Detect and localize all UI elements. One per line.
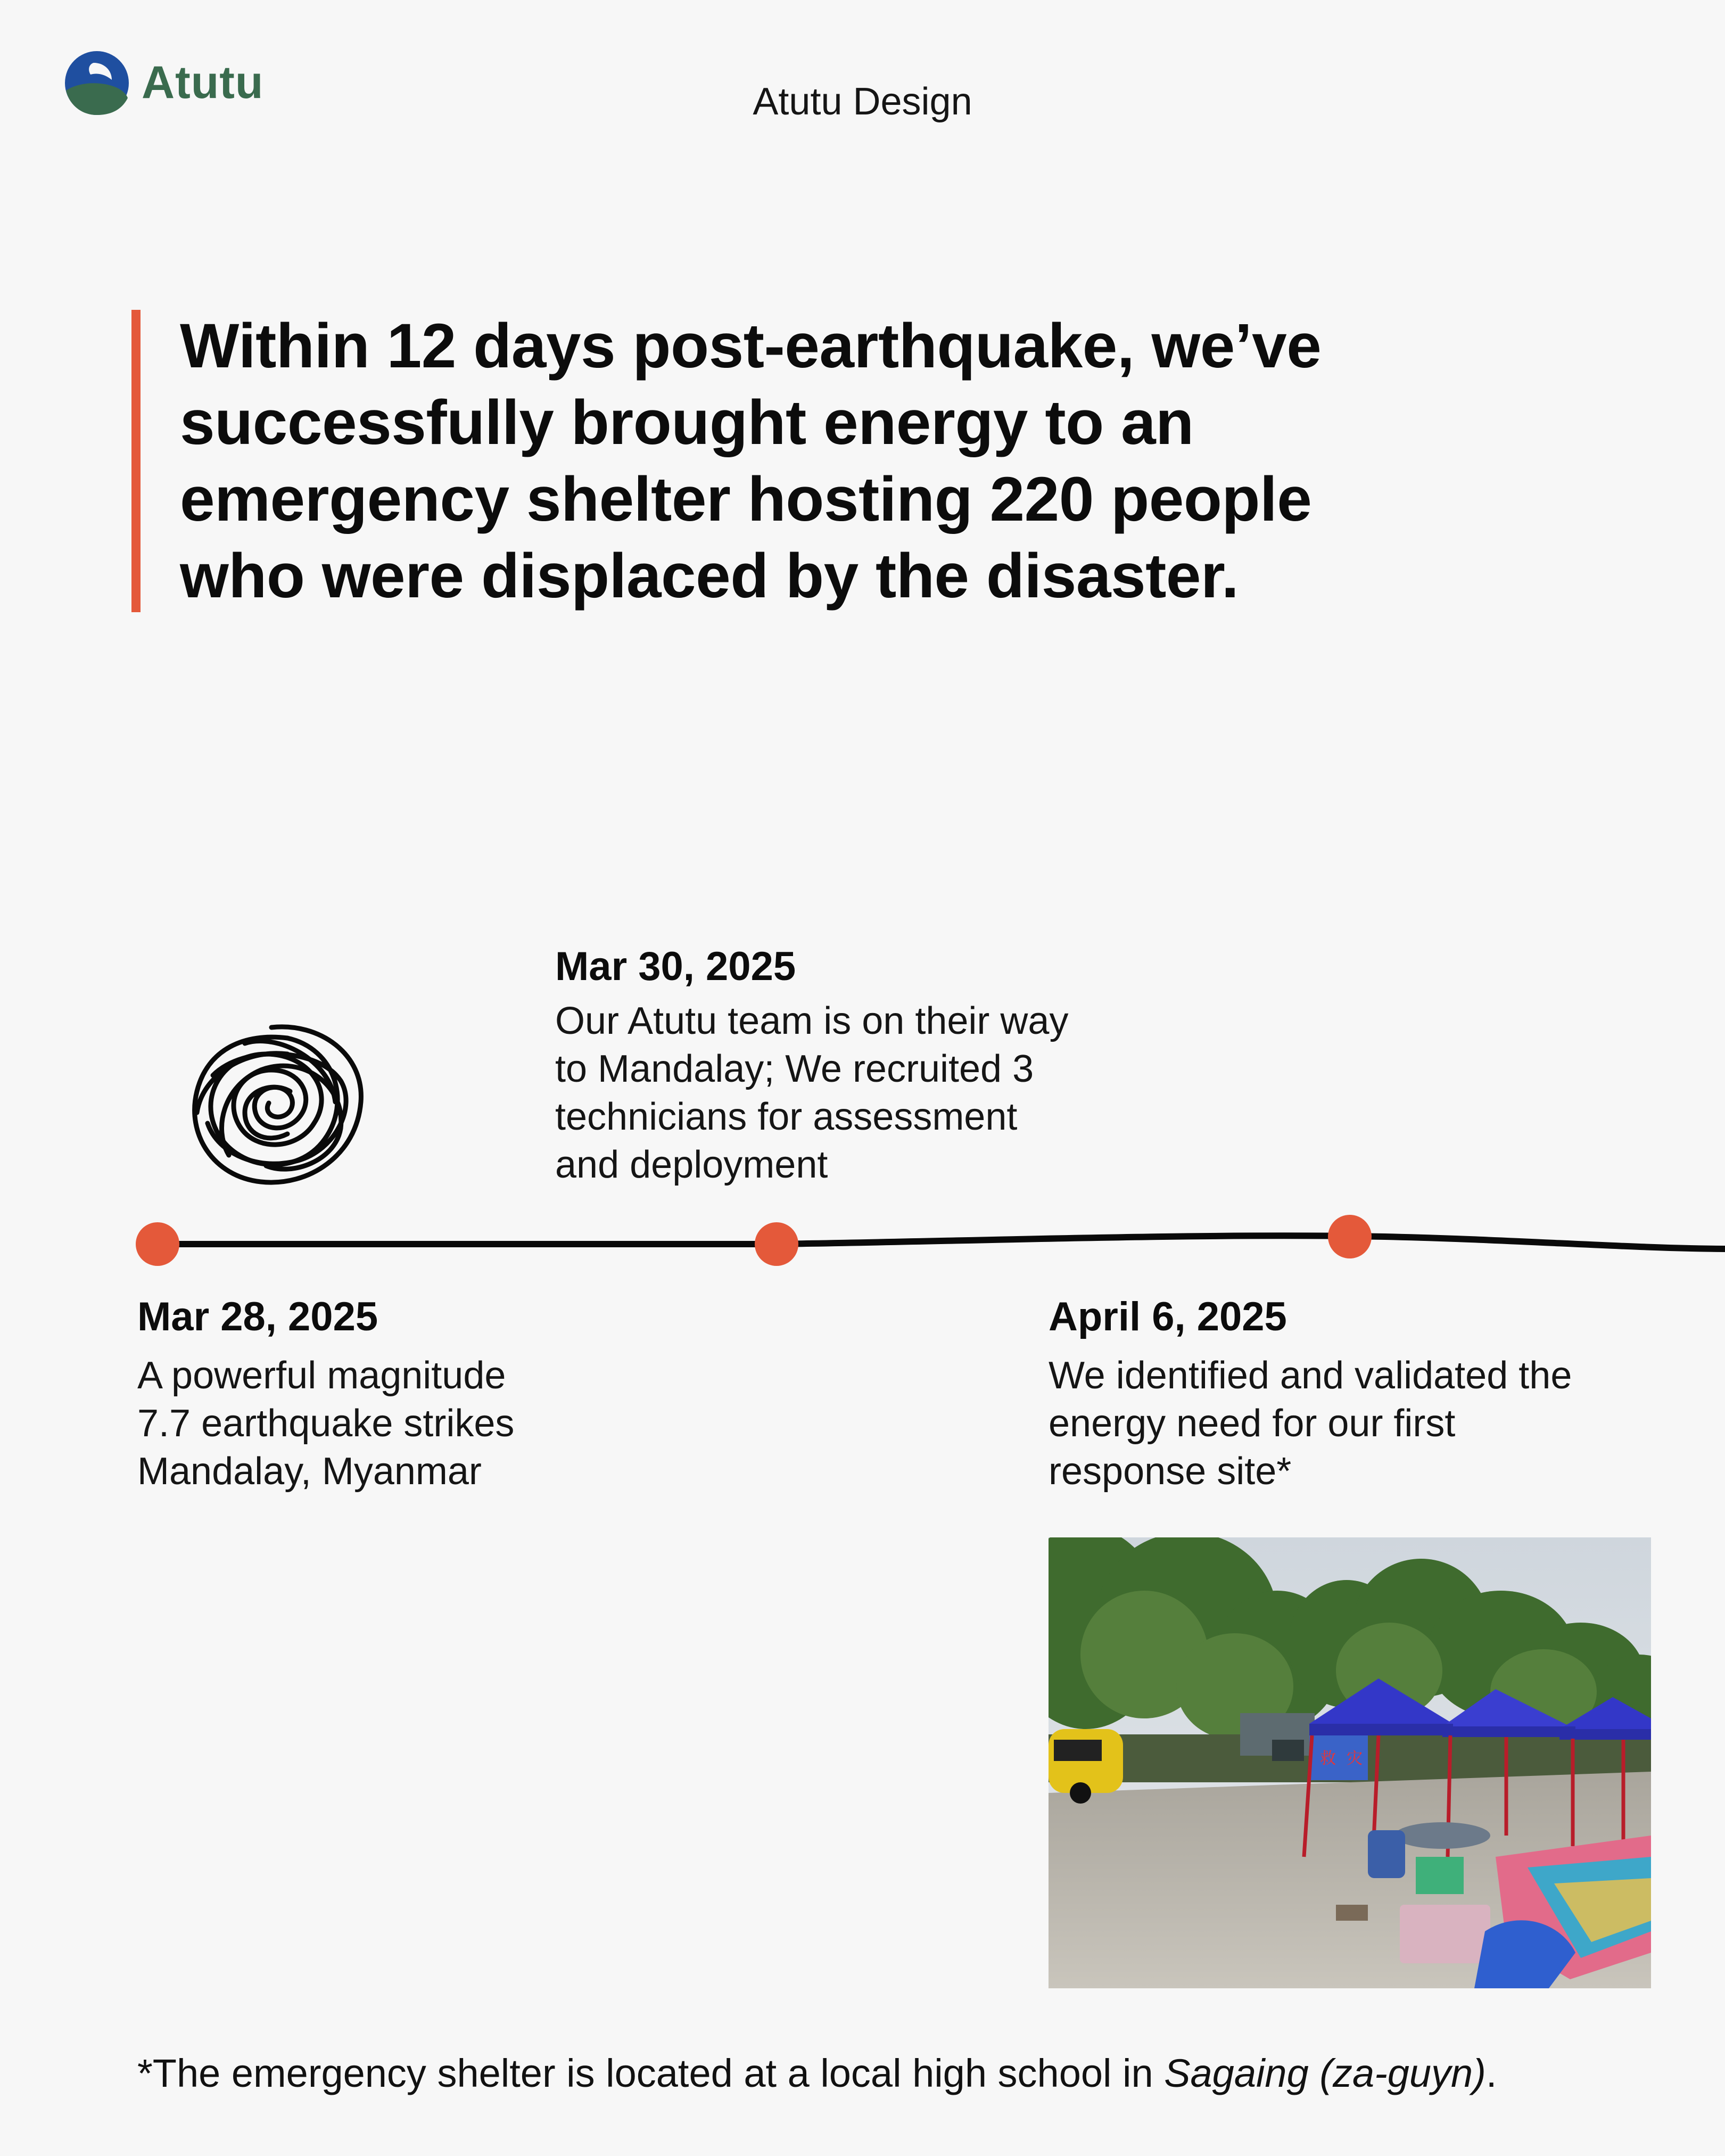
event-description: [555, 997, 1194, 1189]
timeline-dot-mar-30: [755, 1222, 798, 1266]
tent-sign-text: 灾: [1347, 1749, 1363, 1768]
event-description: [1049, 1352, 1687, 1495]
event-description-line: Mandalay, Myanmar: [137, 1450, 482, 1493]
event-description: [137, 1352, 670, 1495]
timeline-event: [1049, 1294, 1687, 1495]
event-description-line: A powerful magnitude: [137, 1354, 506, 1397]
headline-line: who were displaced by the disaster.: [180, 541, 1239, 611]
event-description-line: and deployment: [555, 1143, 828, 1186]
timeline-event: [137, 1294, 670, 1495]
shelter-site-illustration: [1049, 1537, 1651, 1988]
footnote-location: Sagaing (za-guyn): [1164, 2051, 1486, 2095]
event-description-line: technicians for assessment: [555, 1096, 1018, 1138]
event-description-line: 7.7 earthquake strikes: [137, 1402, 515, 1445]
timeline-line: [0, 1198, 1725, 1262]
headline-accent-bar: [131, 310, 141, 612]
footnote-end: .: [1485, 2051, 1497, 2095]
event-description-line: energy need for our first: [1049, 1402, 1456, 1445]
timeline-dot-mar-28: [136, 1222, 179, 1266]
headline-line: successfully brought energy to an: [180, 388, 1194, 458]
event-description-line: response site*: [1049, 1450, 1292, 1493]
event-description-line: Our Atutu team is on their way: [555, 1000, 1069, 1042]
footnote: [137, 2051, 1681, 2096]
shelter-site-photo: [1049, 1537, 1651, 1988]
headline-line: Within 12 days post-earthquake, we’ve: [180, 311, 1322, 381]
event-description-line: to Mandalay; We recruited 3: [555, 1048, 1034, 1090]
timeline-dot-apr-6: [1328, 1215, 1372, 1258]
tent-sign-text: 救: [1320, 1749, 1336, 1768]
event-date: Mar 28, 2025: [137, 1294, 378, 1339]
headline-line: emergency shelter hosting 220 people: [180, 464, 1312, 534]
event-description-line: We identified and validated the: [1049, 1354, 1572, 1397]
footnote-text: *The emergency shelter is located at a local high school in: [137, 2051, 1165, 2095]
page-header-title: Atutu Design: [753, 80, 972, 123]
scribble-icon: [181, 1011, 373, 1198]
event-date: Mar 30, 2025: [555, 944, 796, 989]
event-date: April 6, 2025: [1049, 1294, 1287, 1339]
timeline-event: [555, 943, 1194, 1189]
headline: [180, 308, 1457, 614]
logo-text: Atutu: [142, 57, 264, 108]
